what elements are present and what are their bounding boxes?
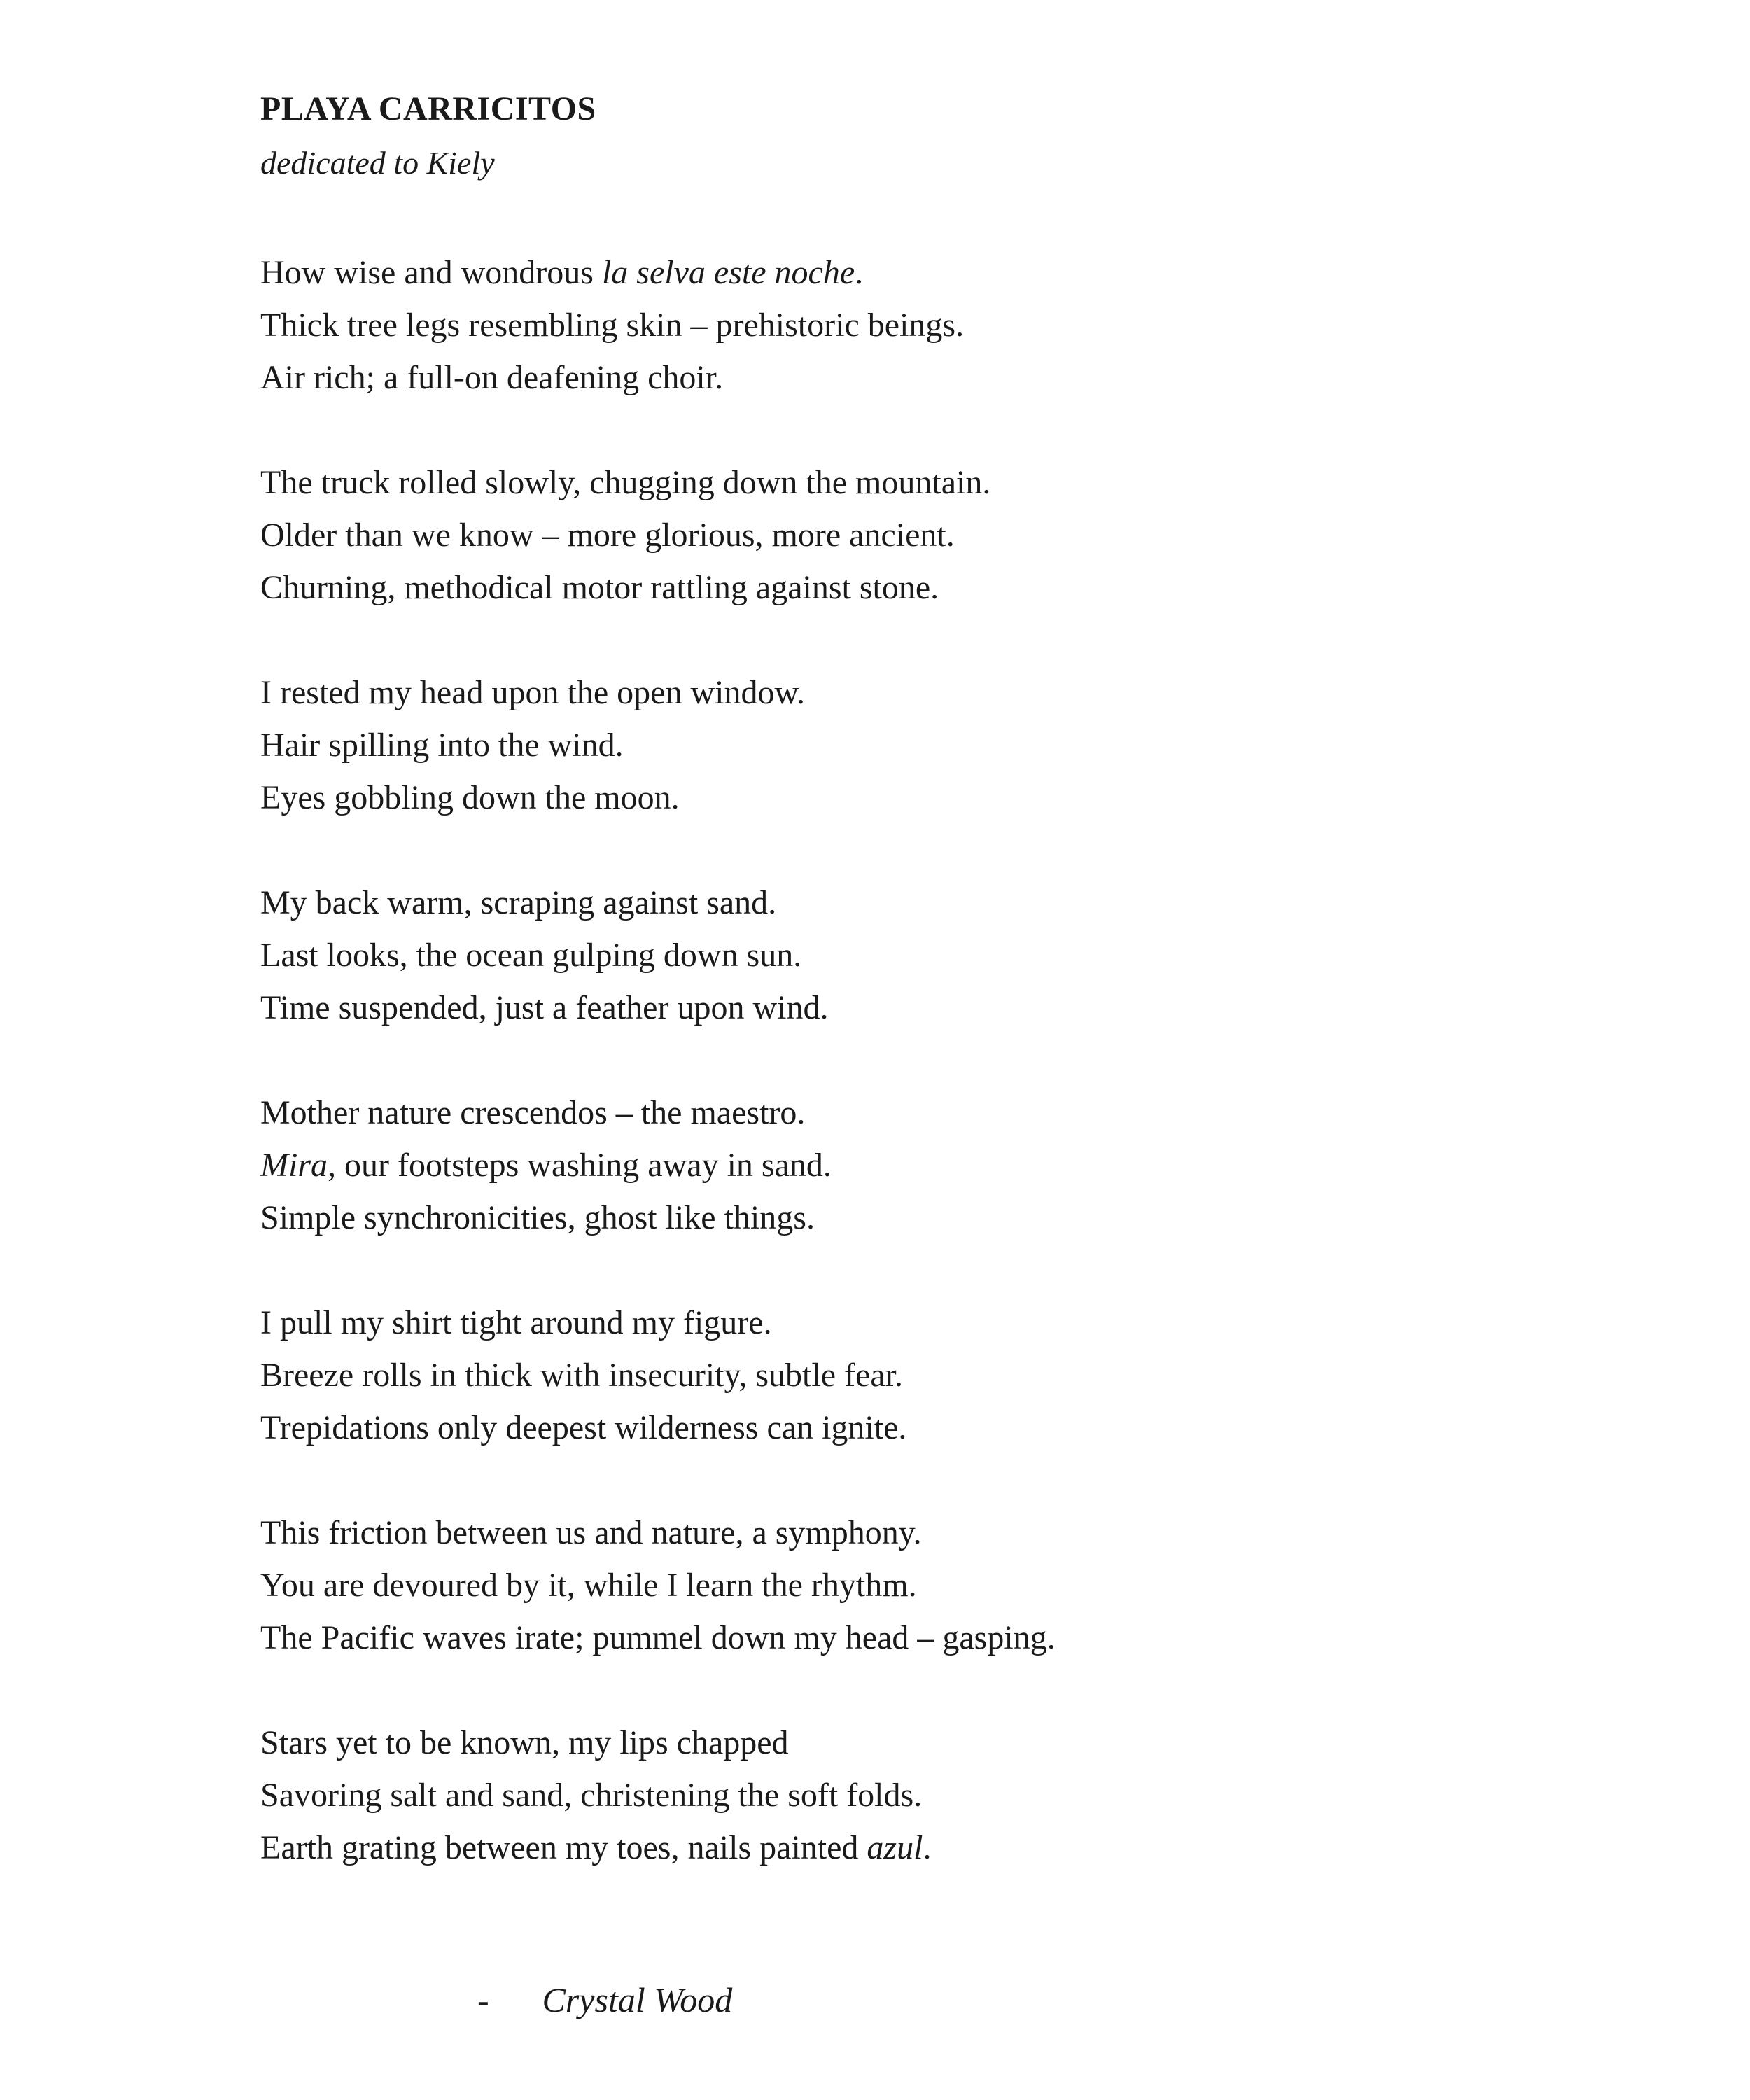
poem-line — [260, 509, 1056, 561]
line-text: , our footsteps washing away in sand. — [328, 1147, 832, 1184]
stanza — [260, 1716, 1056, 1874]
line-text: Air rich; a full-on deafening choir. — [260, 359, 724, 396]
author-name: Crystal Wood — [542, 1980, 733, 2019]
line-text: The Pacific waves irate; pummel down my head – gasping. — [260, 1619, 1056, 1656]
poem-line — [260, 561, 1056, 614]
poem-line — [260, 876, 1056, 929]
line-text: I pull my shirt tight around my figure. — [260, 1304, 772, 1341]
stanza — [260, 456, 1056, 614]
signature-dash: - — [477, 1980, 489, 2019]
poem-line — [260, 666, 1056, 719]
poem-line — [260, 351, 1056, 404]
line-text: Trepidations only deepest wilderness can ignite. — [260, 1409, 907, 1446]
line-text: Earth grating between my toes, nails painted — [260, 1829, 867, 1866]
stanza — [260, 876, 1056, 1034]
line-text: Mother nature crescendos – the maestro. — [260, 1094, 806, 1131]
poem-line — [260, 246, 1056, 299]
line-text: Hair spilling into the wind. — [260, 727, 624, 764]
line-text: Last looks, the ocean gulping down sun. — [260, 937, 802, 974]
poem-line — [260, 1349, 1056, 1401]
italic-phrase: Mira — [260, 1147, 328, 1184]
line-text: Older than we know – more glorious, more ancient. — [260, 517, 955, 554]
poem-line — [260, 456, 1056, 509]
stanza — [260, 246, 1056, 404]
line-text: The truck rolled slowly, chugging down the mountain. — [260, 464, 991, 501]
stanza — [260, 1506, 1056, 1664]
stanza — [260, 1086, 1056, 1244]
poem-line — [260, 1716, 1056, 1769]
line-text: Savoring salt and sand, christening the soft folds. — [260, 1777, 923, 1814]
poem-line — [260, 1086, 1056, 1139]
line-text: Simple synchronicities, ghost like things. — [260, 1199, 815, 1236]
poem-title: PLAYA CARRICITOS — [260, 90, 596, 127]
poem-dedication: dedicated to Kiely — [260, 145, 495, 181]
line-text: My back warm, scraping against sand. — [260, 884, 777, 921]
poem-line — [260, 1506, 1056, 1559]
poem-line — [260, 299, 1056, 351]
line-text: . — [855, 254, 864, 291]
poem-line — [260, 1139, 1056, 1191]
poem-line — [260, 1769, 1056, 1821]
poem-line — [260, 771, 1056, 824]
line-text: Stars yet to be known, my lips chapped — [260, 1724, 789, 1761]
line-text: Thick tree legs resembling skin – prehistoric beings. — [260, 307, 965, 344]
poem-line — [260, 1401, 1056, 1454]
stanza — [260, 666, 1056, 824]
poem-line — [260, 981, 1056, 1034]
poem-line — [260, 1559, 1056, 1611]
line-text: I rested my head upon the open window. — [260, 674, 806, 711]
line-text: Eyes gobbling down the moon. — [260, 779, 680, 816]
poem-line — [260, 719, 1056, 771]
poem-line — [260, 1296, 1056, 1349]
line-text: How wise and wondrous — [260, 254, 602, 291]
poem-line — [260, 1611, 1056, 1664]
italic-phrase: la selva este noche — [601, 254, 855, 291]
stanza — [260, 1296, 1056, 1454]
poem-line — [260, 1191, 1056, 1244]
signature — [477, 1980, 732, 2020]
poem-body — [260, 246, 1056, 1926]
line-text: . — [923, 1829, 932, 1866]
italic-phrase: azul — [867, 1829, 923, 1866]
line-text: This friction between us and nature, a symphony. — [260, 1514, 922, 1551]
poem-line — [260, 1821, 1056, 1874]
line-text: Churning, methodical motor rattling against stone. — [260, 569, 939, 606]
line-text: Breeze rolls in thick with insecurity, subtle fear. — [260, 1357, 903, 1394]
line-text: Time suspended, just a feather upon wind. — [260, 989, 829, 1026]
line-text: You are devoured by it, while I learn the rhythm. — [260, 1567, 917, 1604]
poem-line — [260, 929, 1056, 981]
